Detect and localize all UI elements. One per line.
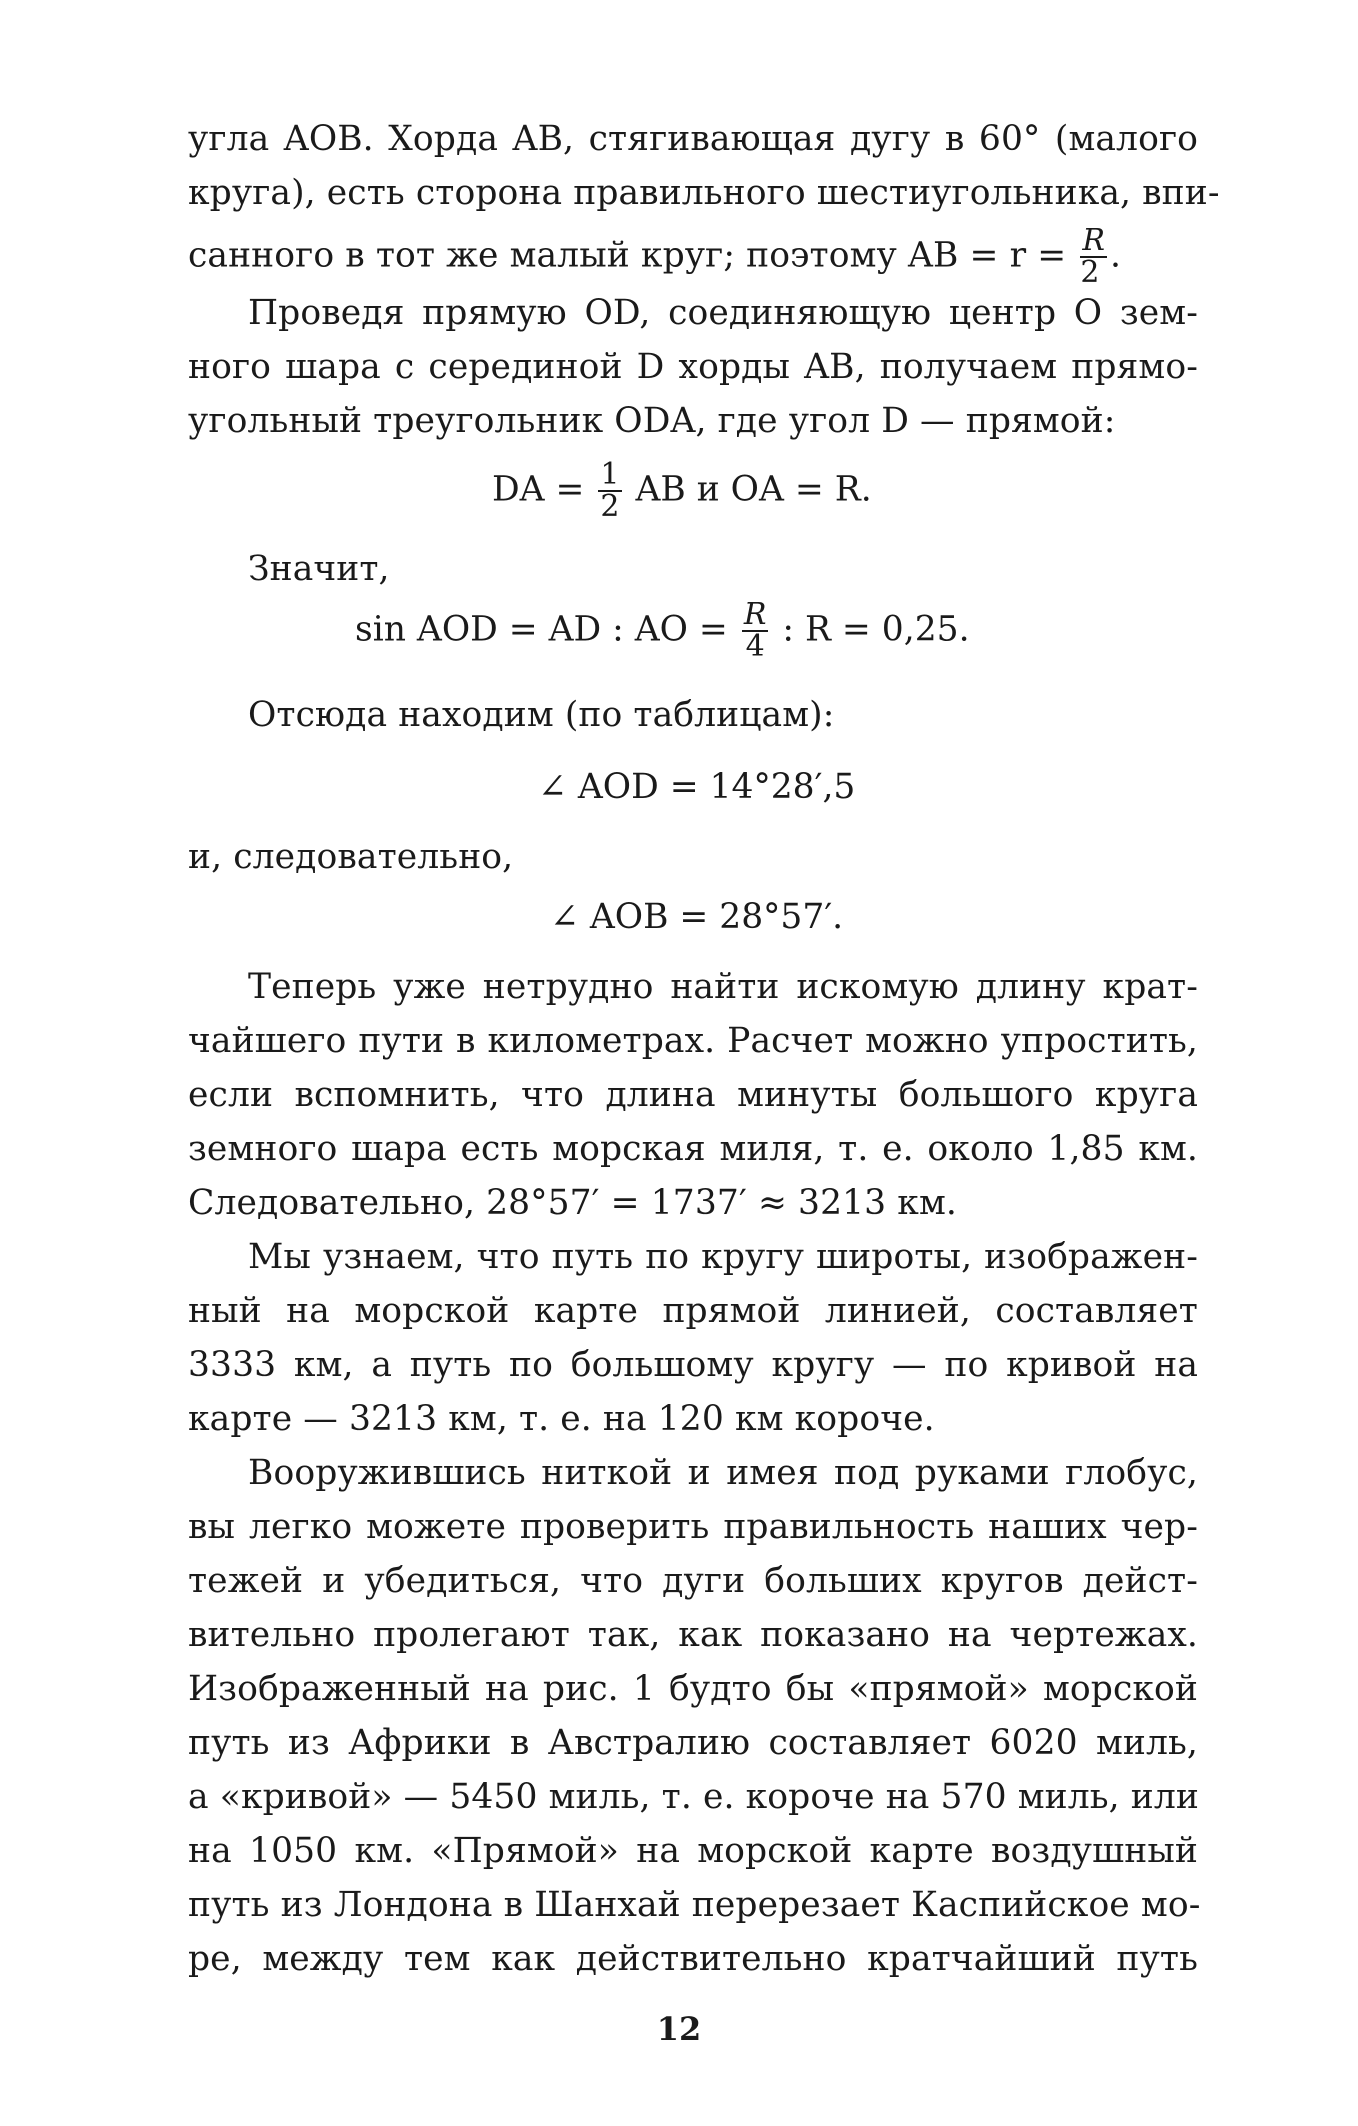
text-line: 3333 км, а путь по большому кругу — по кривой на [188, 1345, 1198, 1385]
text-line: Изображенный на рис. 1 будто бы «прямой» морской [188, 1669, 1198, 1709]
text-line: Отсюда находим (по таблицам): [248, 695, 835, 735]
text-line: ного шара с серединой D хорды AB, получаем прямо- [188, 347, 1198, 387]
text-line: санного в тот же малый круг; поэтому AB = r = [188, 235, 1067, 276]
text-line: путь из Лондона в Шанхай перерезает Каспийское мо- [188, 1885, 1201, 1925]
text-line: тежей и убедиться, что дуги больших кругов дейст- [188, 1561, 1198, 1601]
equation-angle-aod: ∠ AOD = 14°28′,5 [538, 767, 856, 807]
text-line: на 1050 км. «Прямой» на морской карте воздушный [188, 1831, 1198, 1871]
text-line: Мы узнаем, что путь по кругу широты, изображен- [248, 1237, 1198, 1277]
text-line: Проведя прямую OD, соединяющую центр O зем- [248, 293, 1198, 333]
text-line: Вооружившись ниткой и имея под руками глобус, [248, 1453, 1198, 1493]
text-line: карте — 3213 км, т. е. на 120 км короче. [188, 1399, 935, 1439]
text-line: вительно пролегают так, как показано на чертежах. [188, 1615, 1198, 1655]
text-line: ре, между тем как действительно кратчайший путь [188, 1939, 1198, 1979]
text-line: и, следовательно, [188, 837, 514, 877]
text-line: Теперь уже нетрудно найти искомую длину крат- [248, 967, 1198, 1007]
text-line: угольный треугольник ODA, где угол D — прямой: [188, 401, 1116, 441]
text-line: чайшего пути в километрах. Расчет можно упростить, [188, 1021, 1198, 1061]
text-line: Следовательно, 28°57′ = 1737′ ≈ 3213 км. [188, 1183, 957, 1223]
text-line: путь из Африки в Австралию составляет 6020 миль, [188, 1723, 1198, 1763]
text-line-with-fraction: санного в тот же малый круг; поэтому AB = r = $\frac{R}{2}$ . [188, 223, 1122, 290]
text-line: земного шара есть морская миля, т. е. около 1,85 км. [188, 1129, 1198, 1169]
inline-fraction: $\frac{R}{2}$ [1080, 223, 1106, 290]
text-line: круга), есть сторона правильного шестиугольника, впи- [188, 173, 1220, 213]
equation-da: DA = $\frac{1}{2}$ AB и OA = R. [492, 457, 872, 524]
fraction-r-over-4: $\frac{R}{4}$ [743, 597, 767, 664]
text-line: а «кривой» — 5450 миль, т. е. короче на 570 миль, или [188, 1777, 1200, 1817]
text-line: если вспомнить, что длина минуты большого круга [188, 1075, 1198, 1115]
equation-sin: sin AOD = AD : AO = $\frac{R}{4}$ : R = 0,25. [355, 597, 970, 664]
text-line: ный на морской карте прямой линией, составляет [188, 1291, 1198, 1331]
fraction-one-half: $\frac{1}{2}$ [600, 457, 620, 524]
equation-angle-aob: ∠ AOB = 28°57′. [550, 897, 844, 937]
text-line: Значит, [248, 549, 390, 589]
text-line: вы легко можете проверить правильность наших чер- [188, 1507, 1198, 1547]
page-number: 12 [656, 2010, 702, 2048]
text-line: угла AOB. Хорда AB, стягивающая дугу в 60° (малого [188, 119, 1198, 159]
